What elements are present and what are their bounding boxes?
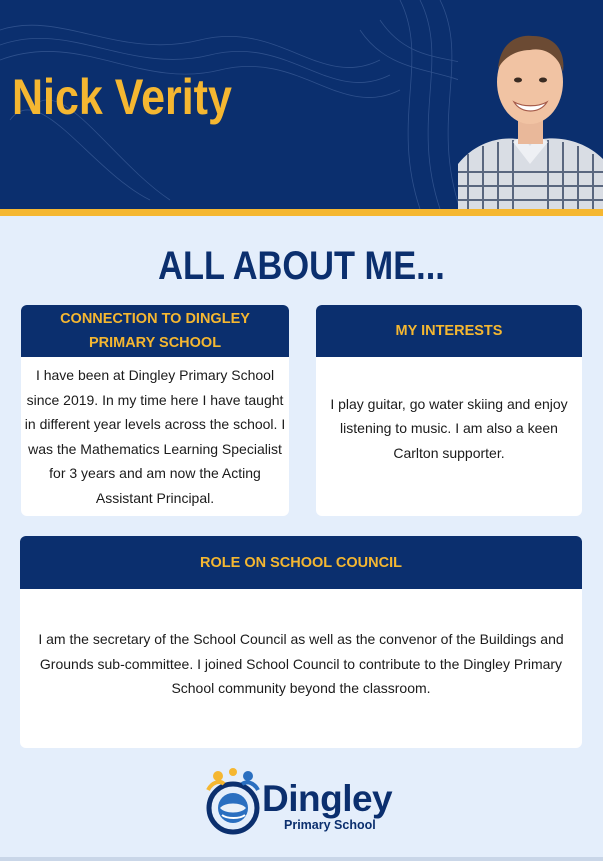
council-text-line: Grounds sub-committee. I joined School Council to contribute to the Dingley Primary [39,655,563,672]
interests-heading: MY INTERESTS [395,323,503,339]
interests-card [316,305,582,516]
interests-text-line: I play guitar, go water skiing and enjoy [330,395,568,412]
connection-text-line: since 2019. In my time here I have taught [26,391,284,408]
connection-text-line: was the Mathematics Learning Specialist [28,440,282,457]
person-name: Nick Verity [12,69,232,125]
header-banner [0,0,603,209]
logo-wordmark: Dingley [262,778,393,819]
header-gold-divider [0,209,603,216]
council-text-line: I am the secretary of the School Council as well as the convenor of the Buildings and [38,631,564,648]
connection-text-line: for 3 years and am now the Acting [49,465,261,481]
school-logo [200,768,410,836]
council-heading: ROLE ON SCHOOL COUNCIL [200,554,402,571]
interests-text-line: listening to music. I am also a keen [340,420,558,437]
connection-heading-line1: CONNECTION TO DINGLEY [60,311,250,327]
logo-subtitle: Primary School [284,818,376,832]
connection-text-line: in different year levels across the school. I [24,416,286,432]
connection-card [21,305,289,516]
interests-card-body [316,357,582,500]
council-card [20,536,582,748]
council-card-heading [20,536,582,589]
section-title: ALL ABOUT ME... [158,244,445,288]
portrait-photo [458,14,603,209]
interests-text-line: Carlton supporter. [393,444,505,461]
page-bottom-border [0,857,603,861]
connection-text-line: I have been at Dingley Primary School [35,367,275,383]
connection-card-heading [21,305,289,357]
council-card-body [20,589,582,739]
connection-text-line: Assistant Principal. [95,489,215,506]
connection-heading-line2: PRIMARY SCHOOL [88,335,222,351]
connection-card-body [21,357,289,516]
school-emblem-icon [200,768,264,836]
council-text-line: School community beyond the classroom. [171,680,431,697]
interests-card-heading [316,305,582,357]
